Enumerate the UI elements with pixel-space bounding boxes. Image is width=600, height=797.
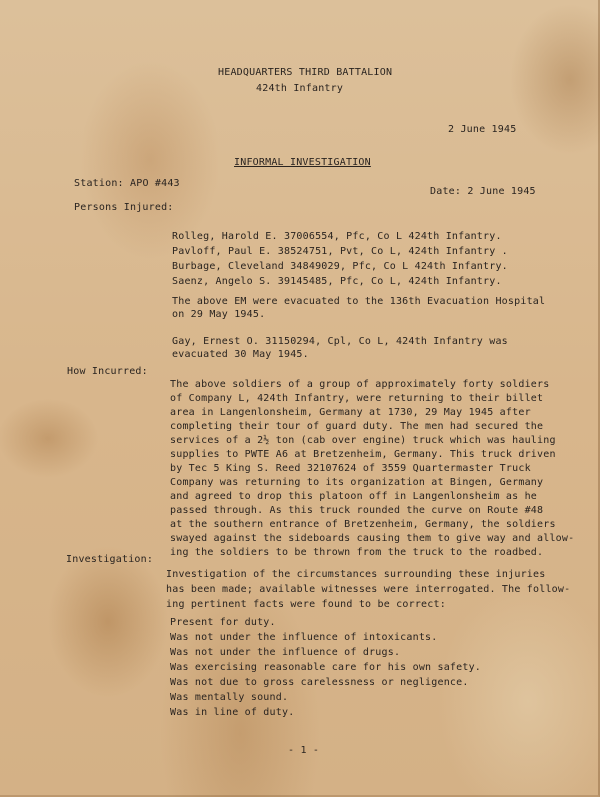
list-item: Was not under the influence of intoxicants. — [170, 632, 438, 643]
list-item: Rolleg, Harold E. 37006554, Pfc, Co L 424th Infantry. — [172, 231, 502, 242]
investigation-label: Investigation: — [66, 554, 154, 565]
date-line — [430, 185, 536, 198]
text-line: The above EM were evacuated to the 136th Evacuation Hospital — [172, 296, 546, 307]
text-line: on 29 May 1945. — [172, 309, 266, 320]
header-regiment: 424th Infantry — [256, 83, 344, 94]
persons-injured-label: Persons Injured: — [74, 202, 174, 213]
text-line: services of a 2½ ton (cab over engine) truck which was hauling — [170, 435, 556, 446]
station-line — [74, 177, 180, 190]
list-item: Pavloff, Paul E. 38524751, Pvt, Co L, 424th Infantry . — [172, 246, 508, 257]
text-line: passed through. As this truck rounded the curve on Route #48 — [170, 505, 544, 516]
text-line: completing their tour of guard duty. The men had secured the — [170, 421, 544, 432]
text-line: Company was returning to its organization at Bingen, Germany — [170, 477, 544, 488]
text-line: ing the soldiers to be thrown from the truck to the roadbed. — [170, 547, 544, 558]
list-item: Present for duty. — [170, 617, 276, 628]
station-value: APO #443 — [130, 178, 180, 189]
text-line: of Company L, 424th Infantry, were returning to their billet — [170, 393, 544, 404]
list-item: Burbage, Cleveland 34849029, Pfc, Co L 424th Infantry. — [172, 261, 508, 272]
text-line: at the southern entrance of Bretzenheim, Germany, the soldiers — [170, 519, 556, 530]
text-line: swayed against the sideboards causing them to give way and allow- — [170, 533, 575, 544]
investigation-paragraph — [166, 568, 570, 613]
document-title: INFORMAL INVESTIGATION — [234, 157, 371, 168]
text-line: The above soldiers of a group of approximately forty soldiers — [170, 379, 550, 390]
text-line: Investigation of the circumstances surrounding these injuries — [166, 569, 546, 580]
list-item: Was exercising reasonable care for his own safety. — [170, 662, 482, 673]
list-item: Was not due to gross carelessness or negligence. — [170, 677, 469, 688]
page-number: - 1 - — [288, 745, 320, 756]
evacuation-note-1 — [172, 295, 545, 321]
injured-list — [172, 230, 508, 290]
list-item: Saenz, Angelo S. 39145485, Pfc, Co L, 424th Infantry. — [172, 276, 502, 287]
text-line: and agreed to drop this platoon off in Langenlonsheim as he — [170, 491, 538, 502]
list-item: Was not under the influence of drugs. — [170, 647, 401, 658]
how-incurred-paragraph — [170, 378, 574, 560]
list-item: Was in line of duty. — [170, 707, 295, 718]
text-line: evacuated 30 May 1945. — [172, 349, 309, 360]
text-line: ing pertinent facts were found to be correct: — [166, 599, 446, 610]
date-label: Date: — [430, 186, 462, 197]
date-value: 2 June 1945 — [467, 186, 536, 197]
how-incurred-label: How Incurred: — [67, 366, 148, 377]
evacuation-note-2 — [172, 335, 508, 361]
findings-list — [170, 616, 481, 721]
list-item: Was mentally sound. — [170, 692, 289, 703]
text-line: by Tec 5 King S. Reed 32107624 of 3559 Quartermaster Truck — [170, 463, 531, 474]
station-label: Station: — [74, 178, 124, 189]
text-line: has been made; available witnesses were interrogated. The follow- — [166, 584, 571, 595]
text-line: area in Langenlonsheim, Germany at 1730, 29 May 1945 after — [170, 407, 531, 418]
text-line: Gay, Ernest O. 31150294, Cpl, Co L, 424th Infantry was — [172, 336, 508, 347]
header-date: 2 June 1945 — [448, 124, 517, 135]
header-unit: HEADQUARTERS THIRD BATTALION — [218, 67, 393, 78]
text-line: supplies to PWTE A6 at Bretzenheim, Germany. This truck driven — [170, 449, 556, 460]
